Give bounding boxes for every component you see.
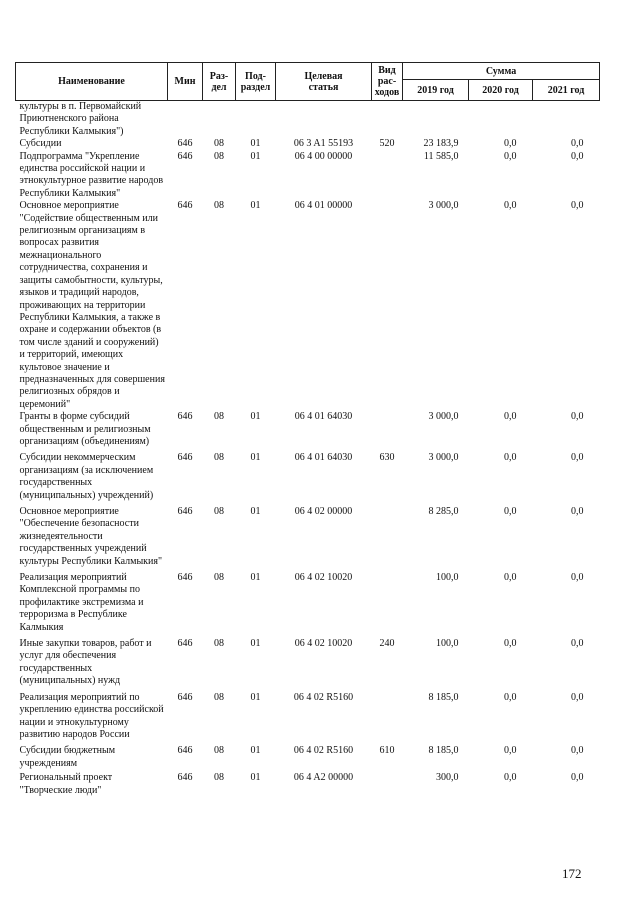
cell-celevaya: 06 4 01 64030 bbox=[294, 411, 353, 423]
cell-y2019: 3 000,0 bbox=[428, 452, 459, 464]
cell-celevaya: 06 4 A2 00000 bbox=[293, 772, 354, 784]
cell-vid bbox=[372, 688, 403, 742]
cell-y2020: 0,0 bbox=[504, 411, 517, 423]
table-row bbox=[16, 411, 600, 448]
cell-name: Гранты в форме субсидий общественным и религиозным организациям (объединениям) bbox=[19, 411, 151, 447]
cell-podrazdel bbox=[236, 101, 276, 139]
cell-y2020: 0,0 bbox=[504, 506, 517, 517]
cell-y2021: 0,0 bbox=[571, 411, 584, 423]
cell-razdel: 08 bbox=[214, 200, 224, 212]
cell-y2020: 0,0 bbox=[504, 691, 517, 703]
cell-y2020 bbox=[469, 101, 533, 139]
cell-y2019: 100,0 bbox=[436, 638, 459, 650]
cell-celevaya bbox=[276, 101, 372, 139]
cell-razdel: 08 bbox=[214, 572, 224, 584]
cell-podrazdel: 01 bbox=[250, 150, 261, 162]
table-row bbox=[16, 634, 600, 688]
header-podrazdel: Под- раздел bbox=[236, 63, 276, 101]
header-2021: 2021 год bbox=[533, 80, 600, 101]
table-body bbox=[16, 101, 600, 797]
table-row bbox=[16, 741, 600, 770]
cell-y2019: 8 185,0 bbox=[428, 745, 459, 757]
cell-y2021: 0,0 bbox=[571, 572, 584, 584]
cell-name: Региональный проект "Творческие люди" bbox=[19, 772, 113, 796]
cell-vid bbox=[372, 770, 403, 797]
cell-podrazdel: 01 bbox=[250, 506, 261, 517]
cell-y2019: 300,0 bbox=[436, 772, 459, 784]
cell-min: 646 bbox=[177, 138, 193, 150]
table-row bbox=[16, 151, 600, 201]
cell-razdel: 08 bbox=[214, 506, 224, 517]
cell-y2019 bbox=[403, 101, 469, 139]
cell-vid bbox=[372, 200, 403, 411]
cell-razdel bbox=[203, 101, 236, 139]
cell-min: 646 bbox=[177, 150, 193, 162]
cell-y2021: 0,0 bbox=[571, 138, 584, 150]
cell-celevaya: 06 4 01 00000 bbox=[294, 200, 353, 212]
cell-name: Субсидии bbox=[19, 138, 62, 150]
cell-y2019: 23 183,9 bbox=[423, 138, 459, 150]
header-razdel: Раз- дел bbox=[203, 63, 236, 101]
header-vid: Вид рас- ходов bbox=[372, 63, 403, 101]
cell-y2021 bbox=[533, 101, 600, 139]
cell-y2020: 0,0 bbox=[504, 150, 517, 162]
cell-vid bbox=[372, 411, 403, 448]
table-header bbox=[16, 63, 600, 101]
cell-name: Субсидии бюджетным учреждениям bbox=[19, 745, 116, 769]
cell-y2021: 0,0 bbox=[571, 150, 584, 162]
cell-razdel: 08 bbox=[214, 772, 224, 784]
cell-min: 646 bbox=[177, 691, 193, 703]
cell-podrazdel: 01 bbox=[250, 200, 261, 212]
cell-y2019: 3 000,0 bbox=[428, 411, 459, 423]
cell-name: Основное мероприятие "Содействие общественным или религиозным организациям в вопросах развития межнационального сотрудничества, сохранения и защиты самобытности, культуры, языков и традиций народов, проживающих на территории Республики Калмыкия, а также в охране и содержании объектов (в том числе зданий и сооружений) и территорий, имеющих культовое значение и предназначенных для совершения религиозных обрядов и церемоний" bbox=[19, 200, 165, 410]
cell-razdel: 08 bbox=[214, 138, 224, 150]
cell-y2021: 0,0 bbox=[571, 691, 584, 703]
cell-celevaya: 06 4 02 10020 bbox=[294, 638, 353, 650]
cell-min: 646 bbox=[177, 506, 193, 517]
cell-vid bbox=[372, 502, 403, 568]
cell-min bbox=[168, 101, 203, 139]
cell-razdel: 08 bbox=[214, 638, 224, 650]
cell-celevaya: 06 4 00 00000 bbox=[294, 150, 353, 162]
cell-celevaya: 06 4 02 R5160 bbox=[293, 745, 354, 757]
table-row bbox=[16, 502, 600, 568]
cell-min: 646 bbox=[177, 200, 193, 212]
table-row bbox=[16, 688, 600, 742]
table-row bbox=[16, 200, 600, 411]
cell-vid bbox=[372, 568, 403, 634]
cell-podrazdel: 01 bbox=[250, 638, 261, 650]
cell-min: 646 bbox=[177, 638, 193, 650]
cell-y2020: 0,0 bbox=[504, 745, 517, 757]
cell-podrazdel: 01 bbox=[250, 691, 261, 703]
cell-vid: 240 bbox=[379, 638, 395, 650]
cell-name: Субсидии некоммерческим организациям (за исключением государственных (муниципальных) учреждений) bbox=[19, 452, 154, 501]
cell-y2021: 0,0 bbox=[571, 772, 584, 784]
header-2020: 2020 год bbox=[469, 80, 533, 101]
cell-razdel: 08 bbox=[214, 691, 224, 703]
table-row bbox=[16, 101, 600, 139]
cell-y2019: 3 000,0 bbox=[428, 200, 459, 212]
table-row bbox=[16, 138, 600, 150]
cell-vid bbox=[372, 101, 403, 139]
header-min: Мин bbox=[168, 63, 203, 101]
cell-name: Иные закупки товаров, работ и услуг для обеспечения государственных (муниципальных) нужд bbox=[19, 638, 152, 687]
cell-vid: 520 bbox=[379, 138, 395, 150]
cell-celevaya: 06 4 02 R5160 bbox=[293, 691, 354, 703]
header-2019: 2019 год bbox=[403, 80, 469, 101]
cell-podrazdel: 01 bbox=[250, 411, 261, 423]
cell-min: 646 bbox=[177, 745, 193, 757]
cell-y2019: 8 185,0 bbox=[428, 691, 459, 703]
cell-razdel: 08 bbox=[214, 745, 224, 757]
cell-celevaya: 06 4 02 00000 bbox=[294, 506, 353, 517]
cell-name: культуры в п. Первомайский Приютненского района Республики Калмыкия") bbox=[19, 101, 142, 137]
cell-name: Подпрограмма "Укрепление единства российской нации и этнокультурное развитие народов Республики Калмыкия" bbox=[19, 150, 164, 199]
table-row bbox=[16, 770, 600, 797]
header-celevaya: Целевая статья bbox=[276, 63, 372, 101]
cell-celevaya: 06 3 A1 55193 bbox=[293, 138, 354, 150]
table-row bbox=[16, 448, 600, 502]
cell-y2021: 0,0 bbox=[571, 200, 584, 212]
cell-y2020: 0,0 bbox=[504, 138, 517, 150]
cell-razdel: 08 bbox=[214, 452, 224, 464]
cell-name: Реализация мероприятий по укреплению единства российской нации и этнокультурному развитию народов России bbox=[19, 691, 164, 740]
cell-razdel: 08 bbox=[214, 411, 224, 423]
cell-y2021: 0,0 bbox=[571, 745, 584, 757]
cell-vid bbox=[372, 151, 403, 201]
cell-podrazdel: 01 bbox=[250, 745, 261, 757]
cell-name: Основное мероприятие "Обеспечение безопасности жизнедеятельности государственных учреждений культуры Республики Калмыкия" bbox=[19, 506, 163, 567]
cell-min: 646 bbox=[177, 452, 193, 464]
cell-min: 646 bbox=[177, 411, 193, 423]
header-name: Наименование bbox=[16, 63, 168, 101]
page-number: 172 bbox=[562, 866, 582, 881]
cell-y2019: 100,0 bbox=[436, 572, 459, 584]
table-row bbox=[16, 568, 600, 634]
cell-podrazdel: 01 bbox=[250, 772, 261, 784]
cell-podrazdel: 01 bbox=[250, 452, 261, 464]
cell-y2019: 11 585,0 bbox=[423, 150, 459, 162]
cell-podrazdel: 01 bbox=[250, 572, 261, 584]
cell-y2021: 0,0 bbox=[571, 452, 584, 464]
cell-min: 646 bbox=[177, 572, 193, 584]
cell-podrazdel: 01 bbox=[250, 138, 261, 150]
cell-y2020: 0,0 bbox=[504, 572, 517, 584]
cell-y2021: 0,0 bbox=[571, 506, 584, 517]
cell-y2020: 0,0 bbox=[504, 772, 517, 784]
cell-y2020: 0,0 bbox=[504, 452, 517, 464]
cell-min: 646 bbox=[177, 772, 193, 784]
cell-y2019: 8 285,0 bbox=[428, 506, 459, 517]
cell-y2020: 0,0 bbox=[504, 200, 517, 212]
budget-table bbox=[15, 62, 600, 797]
cell-celevaya: 06 4 02 10020 bbox=[294, 572, 353, 584]
cell-celevaya: 06 4 01 64030 bbox=[294, 452, 353, 464]
header-summa: Сумма bbox=[403, 63, 600, 80]
cell-vid: 630 bbox=[379, 452, 395, 464]
cell-razdel: 08 bbox=[214, 150, 224, 162]
cell-vid: 610 bbox=[379, 745, 395, 757]
cell-name: Реализация мероприятий Комплексной программы по профилактике экстремизма и терроризма в Республике Калмыкия bbox=[19, 572, 144, 633]
cell-y2020: 0,0 bbox=[504, 638, 517, 650]
cell-y2021: 0,0 bbox=[571, 638, 584, 650]
